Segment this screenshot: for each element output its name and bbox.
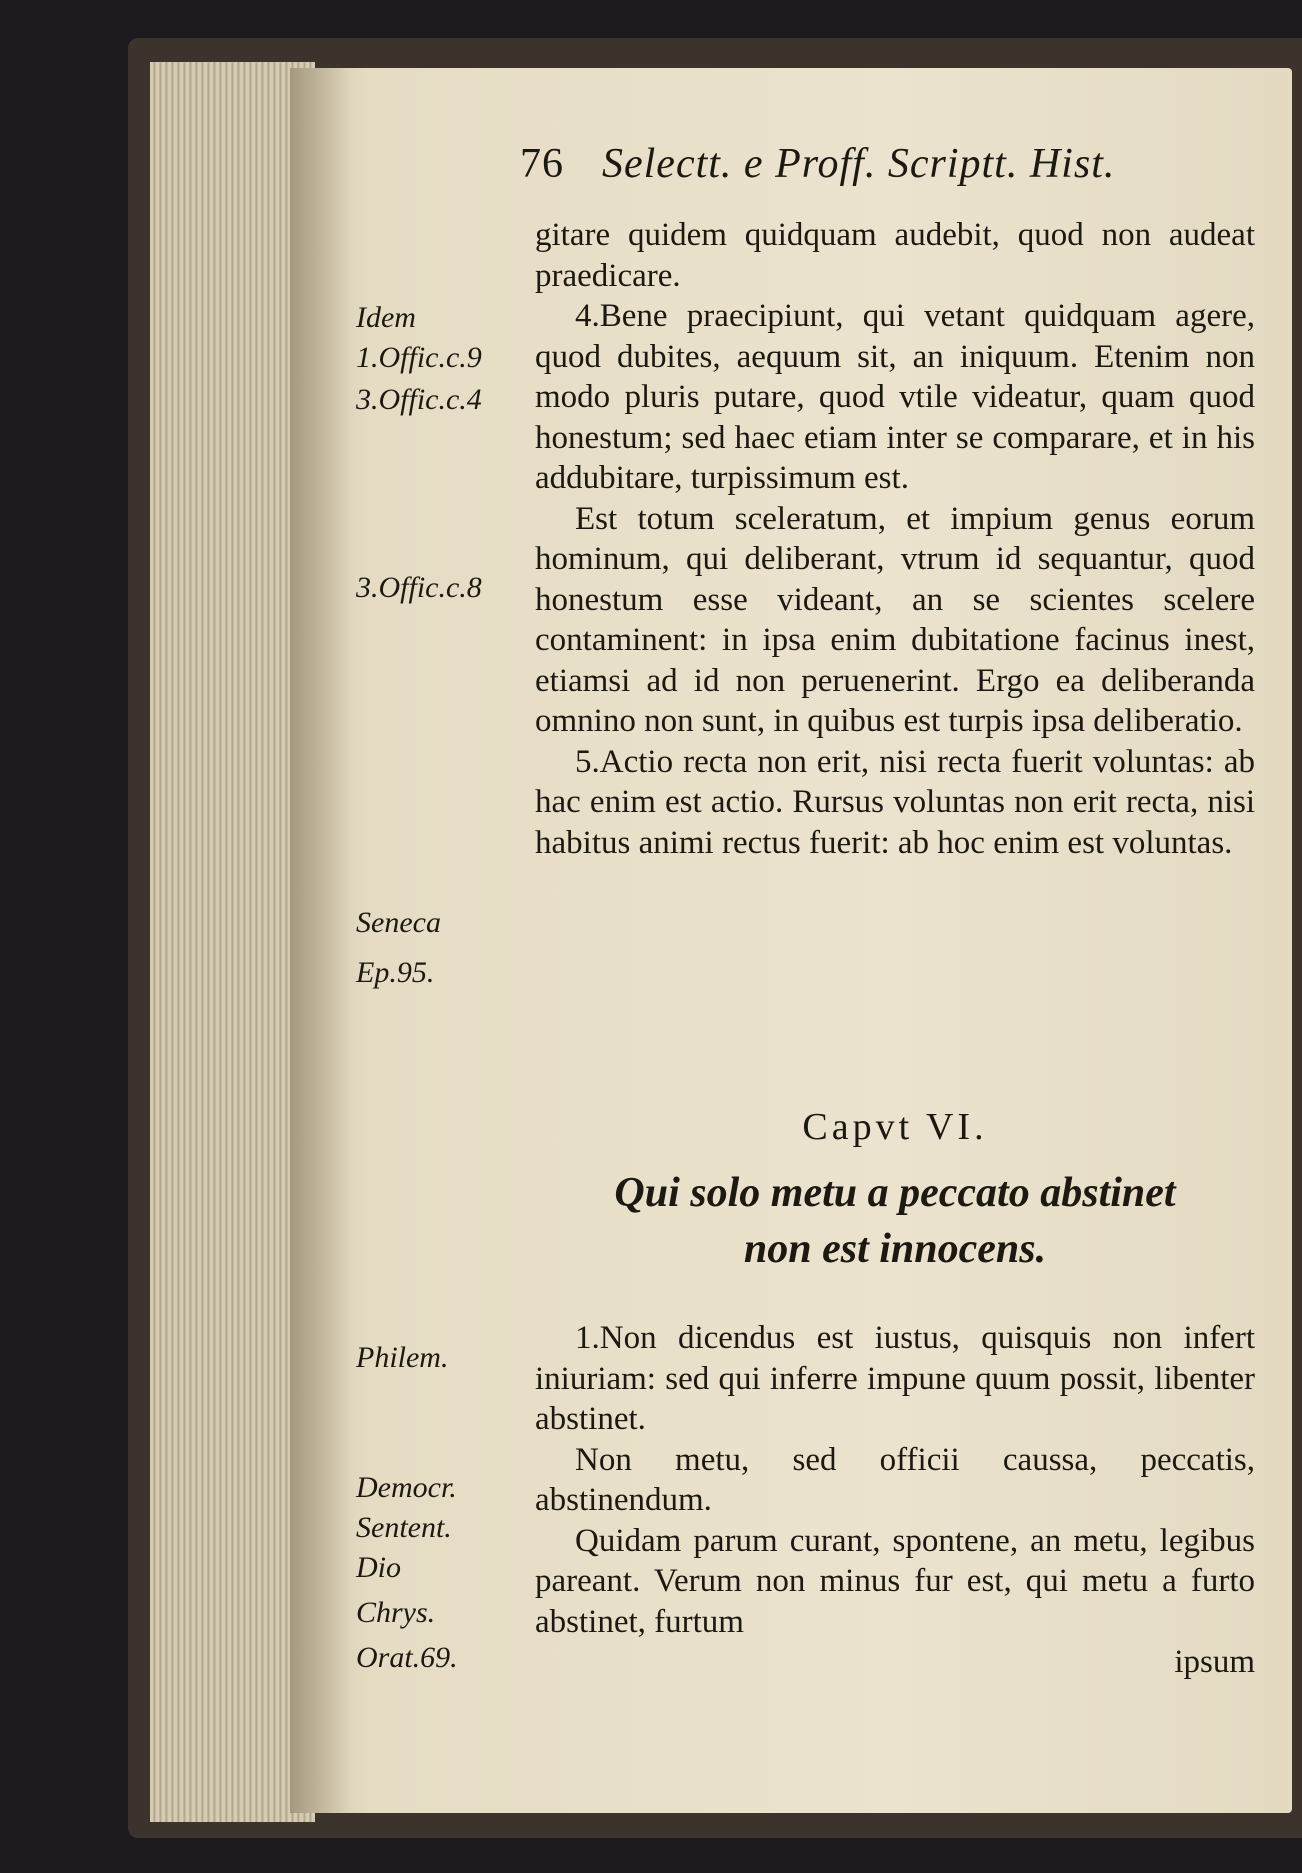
margin-note-seneca: Seneca <box>356 906 441 939</box>
text-column-lower <box>535 1318 1255 1683</box>
chapter-subtitle-line2: non est innocens. <box>743 1226 1047 1272</box>
margin-note-oration: Orat.69. <box>356 1641 458 1674</box>
catchword: ipsum <box>1174 1644 1255 1680</box>
paragraph-1: 1.Non dicendus est iustus, quisquis non infert iniuriam: sed qui inferre impune quum possit, libenter abstinet. <box>535 1320 1255 1437</box>
page-number: 76 <box>520 141 564 187</box>
running-title: Selectt. e Proff. Scriptt. Hist. <box>602 141 1116 187</box>
text-column <box>535 215 1255 863</box>
margin-note-offic-3: 3.Offic.c.4 <box>356 383 482 416</box>
margin-note-offic-1: 1.Offic.c.9 <box>356 341 482 374</box>
running-header <box>520 140 1115 188</box>
margin-note-democritus: Democr. <box>356 1471 457 1504</box>
margin-note-epistle: Ep.95. <box>356 956 435 989</box>
margin-note-philemon: Philem. <box>356 1341 449 1374</box>
paragraph-quidam: Quidam parum curant, spontene, an metu, legibus pareant. Verum non minus fur est, qui metu a furto abstinet, furtum <box>535 1522 1255 1640</box>
chapter-heading: Capvt VI. <box>802 1106 988 1148</box>
chapter-subtitle-line1: Qui solo metu a peccato abstinet <box>614 1170 1176 1216</box>
margin-note-idem: Idem <box>356 301 416 334</box>
paragraph-non-metu: Non metu, sed officii caussa, peccatis, abstinendum. <box>535 1441 1255 1518</box>
chapter-subtitle <box>535 1165 1255 1277</box>
paragraph-4: 4.Bene praecipiunt, qui vetant quidquam agere, quod dubites, aequum sit, an iniquum. Etenim non modo pluris putare, quod vtile videatur, quam quod honestum; sed haec etiam inter se comparare, et in his addubitare, turpissimum est. <box>535 298 1255 496</box>
margin-note-chrysostom: Chrys. <box>356 1596 436 1629</box>
paragraph-est-totum: Est totum sceleratum, et impium genus eorum hominum, qui deliberant, vtrum id sequantur, quod honestum esse videant, an se scientes scelere contaminent: in ipsa enim dubitatione facinus inest, etiamsi ad id non peruenerint. Ergo ea deliberanda omnino non sunt, in quibus est turpis ipsa deliberatio. <box>535 500 1255 739</box>
margin-note-dio: Dio <box>356 1551 401 1584</box>
spine-shadow <box>290 68 350 1813</box>
paragraph-5: 5.Actio recta non erit, nisi recta fuerit voluntas: ab hac enim est actio. Rursus voluntas non erit recta, nisi habitus animi rectus fuerit: ab hoc enim est voluntas. <box>535 743 1255 861</box>
margin-note-offic-3-8: 3.Offic.c.8 <box>356 571 482 604</box>
margin-note-sententiae: Sentent. <box>356 1511 452 1544</box>
paragraph-continuation: gitare quidem quidquam audebit, quod non audeat praedicare. <box>535 217 1255 294</box>
